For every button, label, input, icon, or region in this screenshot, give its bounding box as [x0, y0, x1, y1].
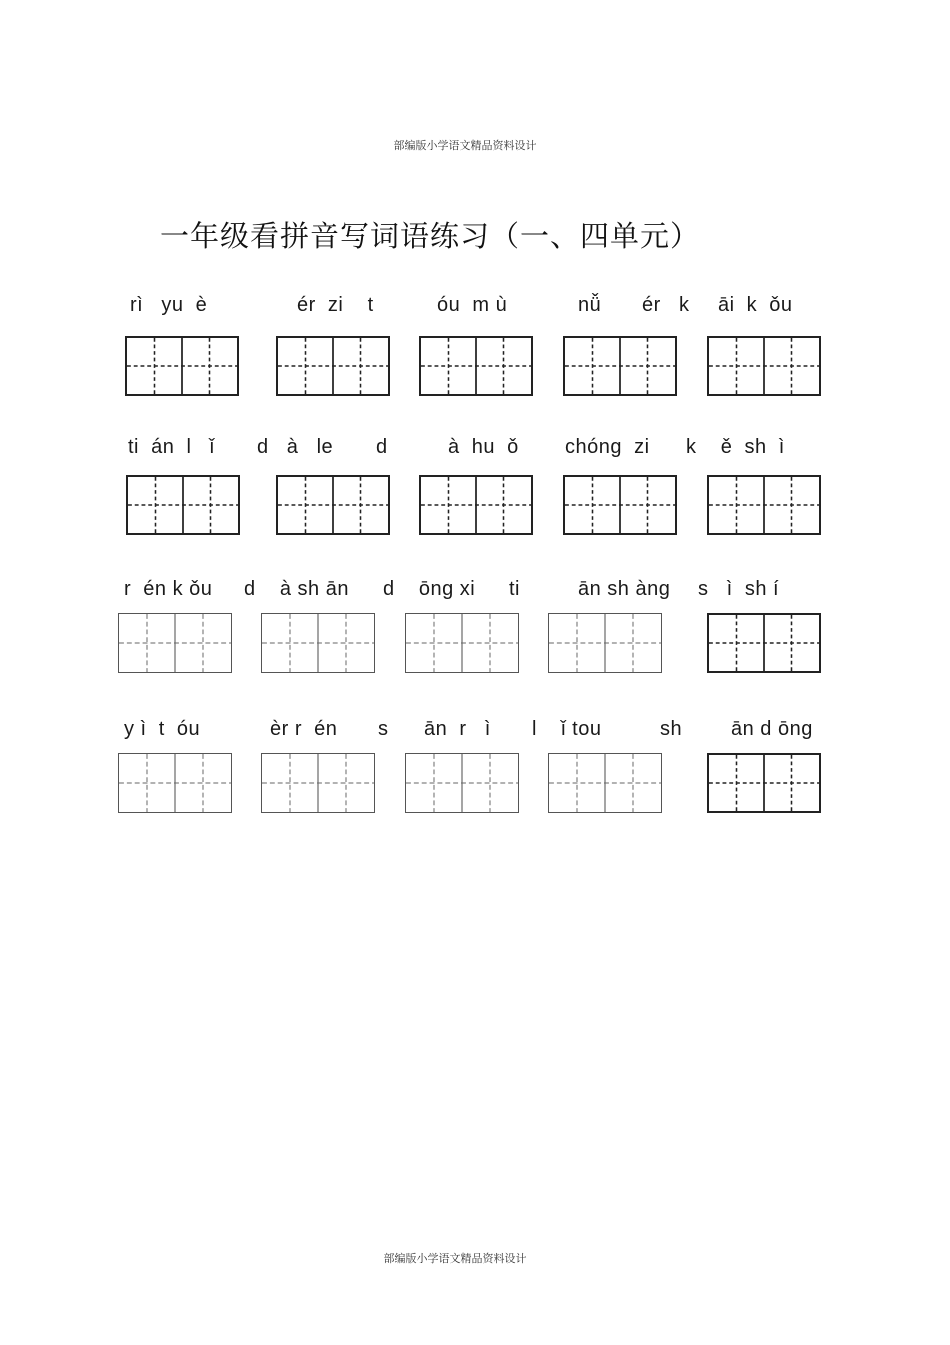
writing-box	[563, 475, 677, 535]
writing-box	[707, 613, 821, 673]
pinyin-text: ān r ì	[424, 718, 491, 740]
writing-box	[118, 613, 232, 673]
pinyin-text: ti án l ǐ	[128, 436, 215, 458]
pinyin-text: ti	[509, 578, 520, 600]
pinyin-text: èr r én	[270, 718, 338, 740]
pinyin-text: s	[378, 718, 389, 740]
pinyin-text: ér zi t	[297, 294, 374, 316]
writing-box	[276, 336, 390, 396]
pinyin-text: āi k ǒu	[718, 294, 793, 316]
writing-box	[261, 613, 375, 673]
pinyin-text: d à le	[257, 436, 334, 458]
writing-box	[118, 753, 232, 813]
pinyin-text: l ǐ tou	[532, 718, 602, 740]
pinyin-text: ér k	[642, 294, 690, 316]
writing-box	[707, 753, 821, 813]
pinyin-text: sh	[660, 718, 683, 740]
pinyin-text: ān d ōng	[731, 718, 813, 740]
writing-box	[419, 475, 533, 535]
pinyin-text: óu m ù	[437, 294, 508, 316]
writing-box	[126, 475, 240, 535]
writing-box	[405, 753, 519, 813]
writing-box	[548, 753, 662, 813]
writing-box	[419, 336, 533, 396]
pinyin-text: rì yu è	[130, 294, 208, 316]
writing-box	[261, 753, 375, 813]
pinyin-text: s ì sh í	[698, 578, 780, 600]
pinyin-text: à hu ǒ	[448, 436, 519, 458]
pinyin-text: nǚ	[578, 294, 602, 316]
writing-box	[563, 336, 677, 396]
pinyin-text: ān sh àng	[578, 578, 671, 600]
pinyin-text: d à sh ān	[244, 578, 349, 600]
pinyin-text: r én k ǒu	[124, 578, 213, 600]
writing-box	[405, 613, 519, 673]
writing-box	[276, 475, 390, 535]
writing-box	[707, 336, 821, 396]
page-footer: 部编版小学语文精品资料设计	[383, 1252, 527, 1265]
writing-box	[707, 475, 821, 535]
page-header: 部编版小学语文精品资料设计	[393, 139, 537, 152]
pinyin-text: y ì t óu	[124, 718, 201, 740]
pinyin-text: k ě sh ì	[686, 436, 785, 458]
pinyin-text: d ōng xi	[383, 578, 476, 600]
page-title: 一年级看拼音写词语练习（一、四单元）	[160, 219, 701, 253]
writing-box	[125, 336, 239, 396]
writing-box	[548, 613, 662, 673]
pinyin-text: chóng zi	[565, 436, 650, 458]
pinyin-text: d	[376, 436, 388, 458]
